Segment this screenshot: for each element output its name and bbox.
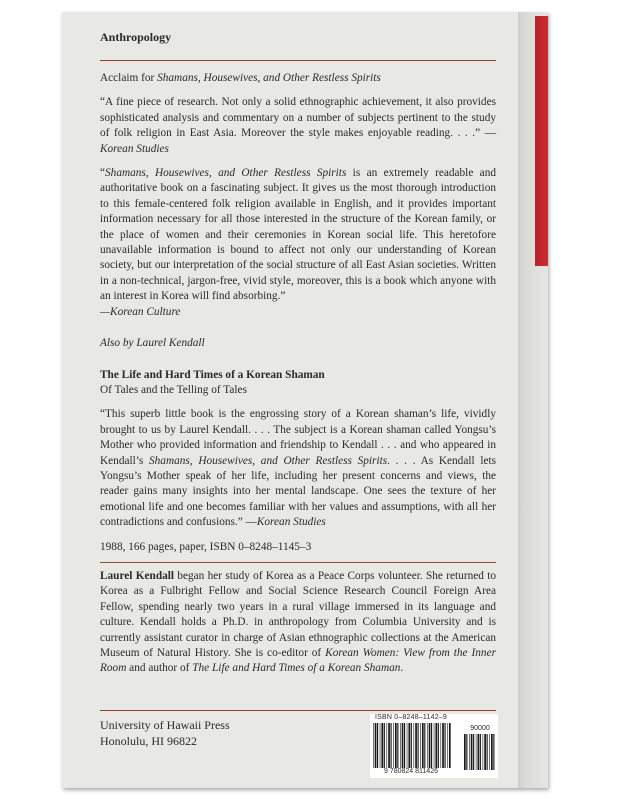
barcode-stripe bbox=[447, 723, 448, 768]
barcode-stripe bbox=[395, 723, 397, 768]
barcode-stripe bbox=[493, 734, 494, 770]
barcode-stripe bbox=[471, 734, 473, 770]
barcode-stripe bbox=[434, 723, 435, 768]
other-book-title: The Life and Hard Times of a Korean Shaman bbox=[100, 368, 325, 381]
divider-rule bbox=[100, 60, 496, 61]
barcode-stripe bbox=[391, 723, 392, 768]
barcode-stripe bbox=[422, 723, 424, 768]
price-code-label: 90000 bbox=[470, 725, 490, 732]
other-book-review bbox=[100, 407, 496, 530]
publisher-address bbox=[100, 718, 230, 749]
barcode-stripe bbox=[478, 734, 480, 770]
acclaim-title: Shamans, Housewives, and Other Restless Spirits bbox=[157, 72, 381, 84]
review-inline-title: Shamans, Housewives, and Other Restless Spirits bbox=[149, 454, 388, 467]
barcode-stripe bbox=[483, 734, 484, 770]
bio-book-1: Korean Women: View from the Inner Room bbox=[100, 647, 496, 675]
review-text-b: . . . . As Kendall lets Yongsu’s Mother speak of her life, including her present concerns and views, the reader gains many insights into her mental landscape. One sees the texture of her emotional life and one becomes familiar with her values and assumptions, with all her contradictions and confusions.” — bbox=[100, 454, 497, 529]
barcode-stripe bbox=[487, 734, 488, 770]
barcode-stripe bbox=[420, 723, 421, 768]
barcode-stripe bbox=[435, 723, 437, 768]
author-bio bbox=[100, 569, 496, 677]
bio-text-b: and author of bbox=[126, 662, 193, 675]
quote-2-open: “ bbox=[100, 167, 106, 180]
quote-1-source: Korean Studies bbox=[100, 142, 169, 155]
barcode-stripe bbox=[373, 723, 374, 768]
addon-barcode bbox=[464, 734, 496, 770]
barcode-stripe bbox=[466, 734, 467, 770]
quote-2-title: Shamans, Housewives, and Other Restless Spirits bbox=[105, 167, 347, 180]
cover-text bbox=[100, 28, 496, 677]
barcode-stripe bbox=[414, 723, 415, 768]
barcode-stripe bbox=[441, 723, 442, 768]
barcode-block bbox=[370, 714, 498, 778]
barcode-stripe bbox=[429, 723, 431, 768]
other-book-pub-info: 1988, 166 pages, paper, ISBN 0–8248–1145–3 bbox=[100, 540, 312, 553]
barcode-stripe bbox=[431, 723, 432, 768]
barcode-stripe bbox=[489, 734, 490, 770]
barcode-stripe bbox=[424, 723, 425, 768]
barcode-stripe bbox=[397, 723, 398, 768]
barcode-stripe bbox=[384, 723, 385, 768]
barcode-stripe bbox=[476, 734, 477, 770]
acclaim-intro: Acclaim for bbox=[100, 72, 158, 84]
publisher-name: University of Hawaii Press bbox=[100, 718, 230, 732]
barcode-stripe bbox=[445, 723, 446, 768]
category-label: Anthropology bbox=[100, 30, 172, 44]
barcode-stripe bbox=[377, 723, 378, 768]
barcode-stripe bbox=[387, 723, 388, 768]
barcode-stripe bbox=[411, 723, 412, 768]
isbn-label: ISBN 0–8248–1142–9 bbox=[375, 714, 447, 721]
also-by-heading: Also by Laurel Kendall bbox=[100, 337, 205, 350]
barcode-stripe bbox=[407, 723, 408, 768]
barcode-stripe bbox=[464, 734, 466, 770]
barcode-stripe bbox=[388, 723, 390, 768]
barcode-stripe bbox=[381, 723, 383, 768]
barcode-stripe bbox=[380, 723, 381, 768]
quote-1-text: “A fine piece of research. Not only a solid ethnographic achievement, it also provides sophisticated analysis and commentary on a number of subjects pertinent to the study of folk religion in East Asia. Moreover the style makes enjoyable reading. . . .” — bbox=[100, 96, 496, 140]
bio-book-2: The Life and Hard Times of a Korean Shaman bbox=[192, 662, 401, 675]
barcode-stripe bbox=[484, 734, 486, 770]
bio-text-c: . bbox=[400, 662, 404, 675]
divider-rule bbox=[100, 562, 496, 563]
barcode-stripe bbox=[442, 723, 444, 768]
other-book-subtitle: Of Tales and the Telling of Tales bbox=[100, 383, 247, 396]
quote-2-text: is an extremely readable and authoritative book on a fascinating subject. It gives us the most thorough introduction to this female-centered folk religion available in English, and it provides important information necessary for all those interested in the structure of the Korean family, or the place of women and their ceremonies in Korean social life. This heretofore unavailable information is bound to affect not only our understanding of Korean society, but our interpretation of the social structure of all East Asian societies. Written in a non-technical, jargon-free, vivid style, moreover, this is a book which anyone with an interest in Korea will find absorbing.” bbox=[100, 167, 496, 303]
barcode-stripe bbox=[469, 734, 470, 770]
bio-text-a: began her study of Korea as a Peace Corps volunteer. She returned to Korea as a Fulbright Fellow and Social Science Research Council Foreign Area Fellow, spending nearly two years in a rural village immersed in its language and culture. Kendall holds a Ph.D. in anthropology from Columbia University and is currently assistant curator in charge of Asian ethnographic collections at the American Museum of Natural History. She is co-editor of bbox=[100, 569, 497, 659]
author-name: Laurel Kendall bbox=[100, 569, 175, 582]
divider-rule bbox=[100, 710, 496, 711]
barcode-stripe bbox=[408, 723, 410, 768]
barcode-stripe bbox=[473, 734, 474, 770]
acclaim-heading bbox=[100, 71, 496, 86]
review-text-a: “This superb little book is the engrossing story of a Korean shaman’s life, vividly brought to us by Laurel Kendall. . . . The subject is a Korean shaman called Yongsu’s Mother who provided information and friendship to Kendall . . . and who appeared in Kendall’s bbox=[100, 408, 496, 467]
spine-red-stripe bbox=[535, 16, 548, 266]
review-source: Korean Studies bbox=[256, 516, 326, 529]
barcode-stripe bbox=[449, 723, 451, 768]
barcode-stripe bbox=[375, 723, 377, 768]
barcode-stripe bbox=[402, 723, 404, 768]
ean-number: 9 780824 811426 bbox=[384, 768, 438, 775]
barcode-stripe bbox=[404, 723, 405, 768]
barcode-stripe bbox=[418, 723, 419, 768]
barcode-stripe bbox=[438, 723, 439, 768]
barcode-stripe bbox=[427, 723, 428, 768]
barcode-stripe bbox=[393, 723, 394, 768]
footer bbox=[100, 716, 496, 776]
barcode-stripe bbox=[415, 723, 417, 768]
review-quote-2 bbox=[100, 166, 496, 320]
ean-barcode bbox=[373, 723, 451, 768]
barcode-stripe bbox=[400, 723, 401, 768]
barcode-stripe bbox=[491, 734, 493, 770]
publisher-city: Honolulu, HI 96822 bbox=[100, 733, 197, 748]
review-quote-1 bbox=[100, 95, 496, 157]
quote-2-source: —Korean Culture bbox=[100, 305, 181, 318]
barcode-stripe bbox=[480, 734, 481, 770]
